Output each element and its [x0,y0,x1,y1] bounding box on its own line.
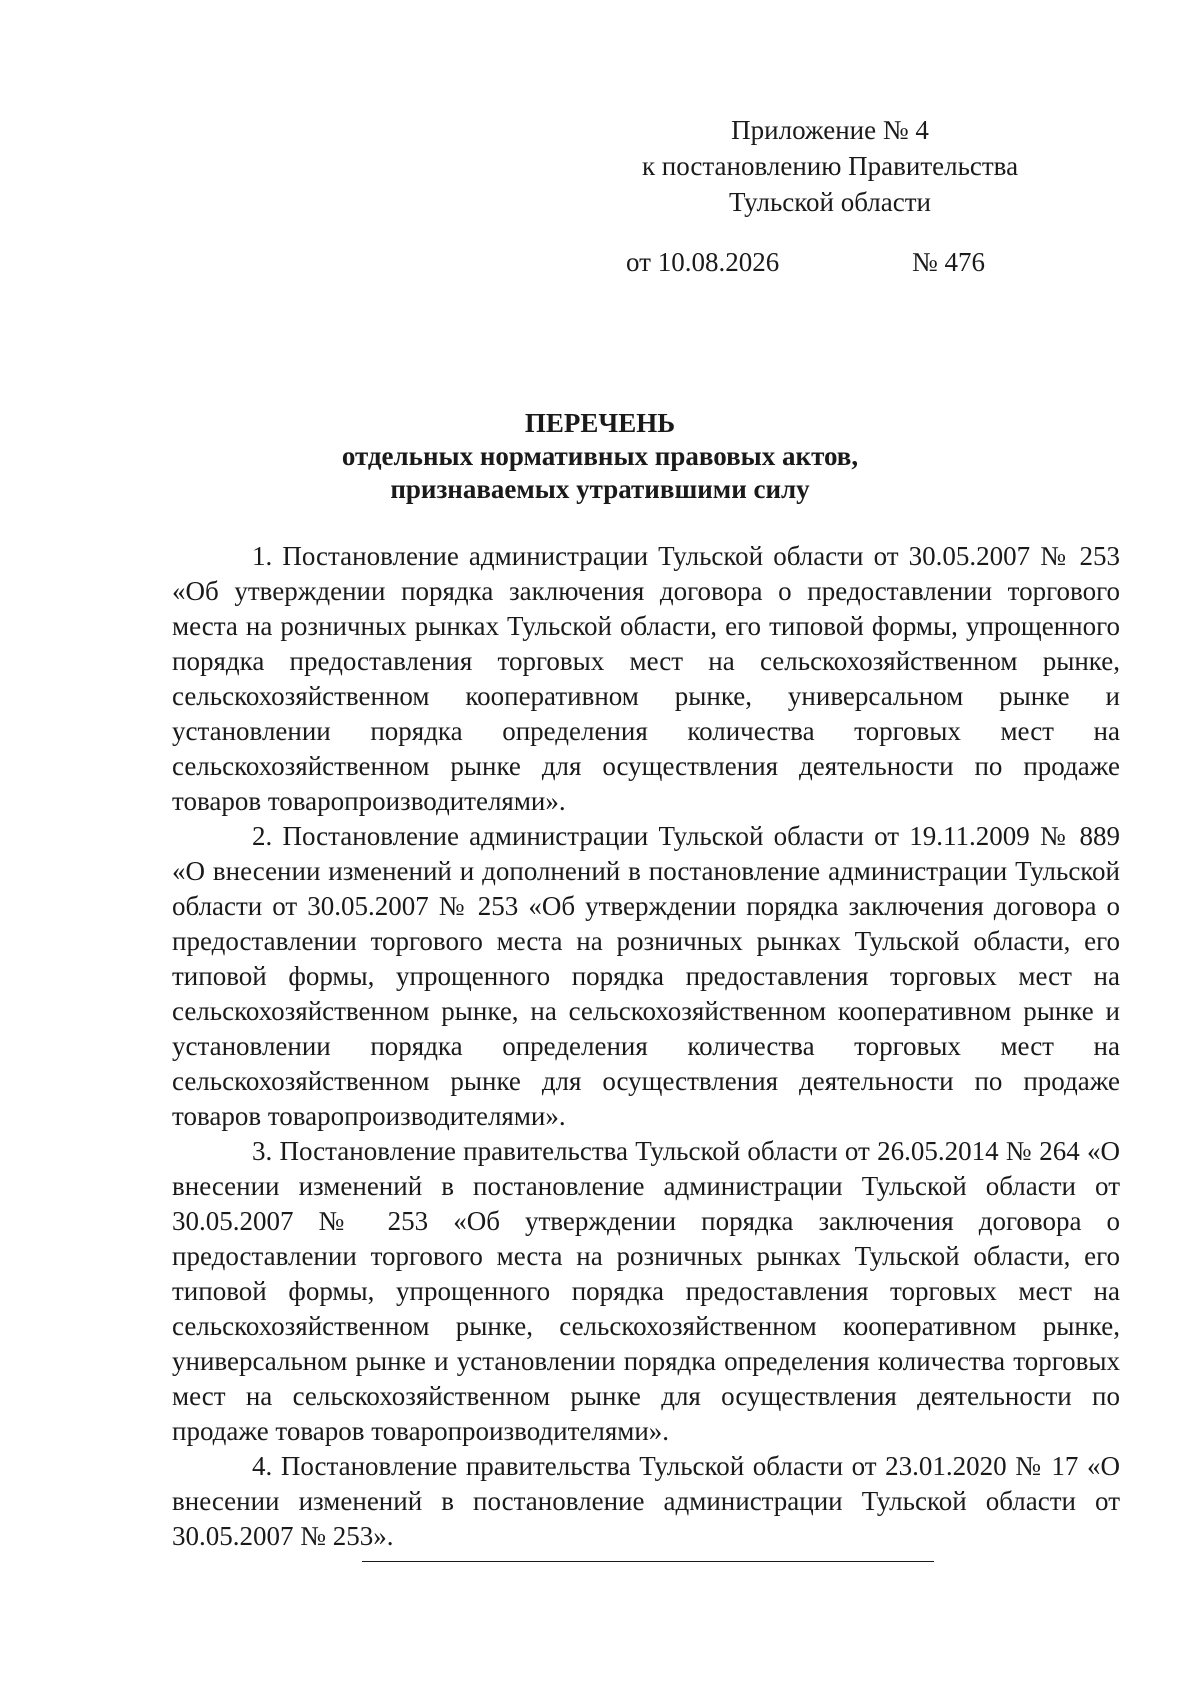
closing-divider [362,1561,934,1562]
document-heading [160,407,1040,506]
appendix-header [620,112,1040,220]
resolution-date-line [626,244,986,280]
appendix-region: Тульской области [729,187,931,217]
list-item: 4. Постановление правительства Тульской области от 23.01.2020 № 17 «О внесении изменений в постановление администрации Тульской области от 30.05.2007 № 253». [172,1451,1120,1551]
appendix-number: Приложение № 4 [731,115,929,145]
list-item: 1. Постановление администрации Тульской области от 30.05.2007 № 253 «Об утверждении порядка заключения договора о предоставлении торгового места на розничных рынках Тульской области, его типовой формы, упрощенного порядка предоставления торговых мест на сельскохозяйственном рынке, сельскохозяйственном кооперативном рынке, универсальном рынке и установлении порядка определения количества торговых мест на сельскохозяйственном рынке для осуществления деятельности по продаже товаров товаропроизводителями». [172,541,1120,816]
appendix-reference: к постановлению Правительства [641,151,1019,181]
list-item: 2. Постановление администрации Тульской области от 19.11.2009 № 889 «О внесении изменений и дополнений в постановление администрации Тульской области от 30.05.2007 № 253 «Об утверждении порядка заключения договора о предоставлении торгового места на розничных рынках Тульской области, его типовой формы, упрощенного порядка предоставления торговых мест на сельскохозяйственном рынке, на сельскохозяйственном кооперативном рынке и установлении порядка определения количества торговых мест на сельскохозяйственном рынке для осуществления деятельности по продаже товаров товаропроизводителями». [172,821,1120,1131]
document-subtitle-line-1: отдельных нормативных правовых актов, [341,441,859,471]
resolution-date: от 10.08.2026 [626,247,780,277]
document-title: ПЕРЕЧЕНЬ [524,408,676,438]
list-item: 3. Постановление правительства Тульской области от 26.05.2014 № 264 «О внесении изменений в постановление администрации Тульской области от 30.05.2007 № 253 «Об утверждении порядка заключения договора о предоставлении торгового места на розничных рынках Тульской области, его типовой формы, упрощенного порядка предоставления торговых мест на сельскохозяйственном рынке, сельскохозяйственном кооперативном рынке, универсальном рынке и установлении порядка определения количества торговых мест на сельскохозяйственном рынке для осуществления деятельности по продаже товаров товаропроизводителями». [172,1136,1120,1446]
acts-list [172,539,1120,1554]
document-subtitle-line-2: признаваемых утратившими силу [390,474,810,504]
resolution-number: № 476 [912,247,986,277]
